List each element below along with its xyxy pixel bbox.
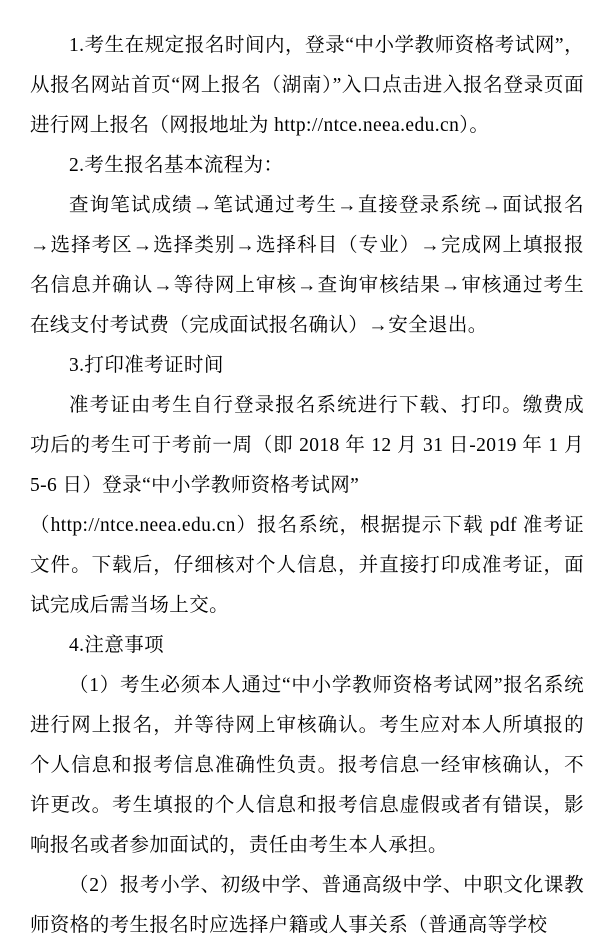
paragraph-process-flow: 查询笔试成绩→笔试通过考生→直接登录系统→面试报名→选择考区→选择类别→选择科目（专业）→完成网上填报报名信息并确认→等待网上审核→查询审核结果→审核通过考生在线支付考试费（完成面试报名确认）→安全退出。 [30, 195, 584, 336]
paragraph-print-admission-title: 3.打印准考证时间 [69, 355, 224, 376]
paragraph-notes-title: 4.注意事项 [69, 635, 165, 656]
paragraph-note-1: （1）考生必须本人通过“中小学教师资格考试网”报名系统进行网上报名，并等待网上审核确认。考生应对本人所填报的个人信息和报考信息准确性负责。报考信息一经审核确认，不许更改。考生填报的个人信息和报考信息虚假或者有错误，影响报名或者参加面试的，责任由考生本人承担。 [30, 675, 584, 856]
paragraph-print-admission-body-cont: （http://ntce.neea.edu.cn）报名系统，根据提示下载 pdf 准考证文件。下载后，仔细核对个人信息，并直接打印成准考证，面试完成后需当场上交。 [30, 515, 584, 616]
paragraph-print-admission-body: 准考证由考生自行登录报名系统进行下载、打印。缴费成功后的考生可于考前一周（即 2018 年 12 月 31 日-2019 年 1 月 5-6 日）登录“中小学教师资格考试网” [30, 395, 584, 496]
paragraph-basic-process-title: 2.考生报名基本流程为： [69, 155, 284, 176]
paragraph-registration-login: 1.考生在规定报名时间内，登录“中小学教师资格考试网”，从报名网站首页“网上报名（湖南）”入口点击进入报名登录页面进行网上报名（网报地址为 http://ntce.neea.edu.cn）。 [30, 35, 584, 136]
paragraph-note-2: （2）报考小学、初级中学、普通高级中学、中职文化课教师资格的考生报名时应选择户籍或人事关系（普通高等学校 [30, 875, 584, 936]
